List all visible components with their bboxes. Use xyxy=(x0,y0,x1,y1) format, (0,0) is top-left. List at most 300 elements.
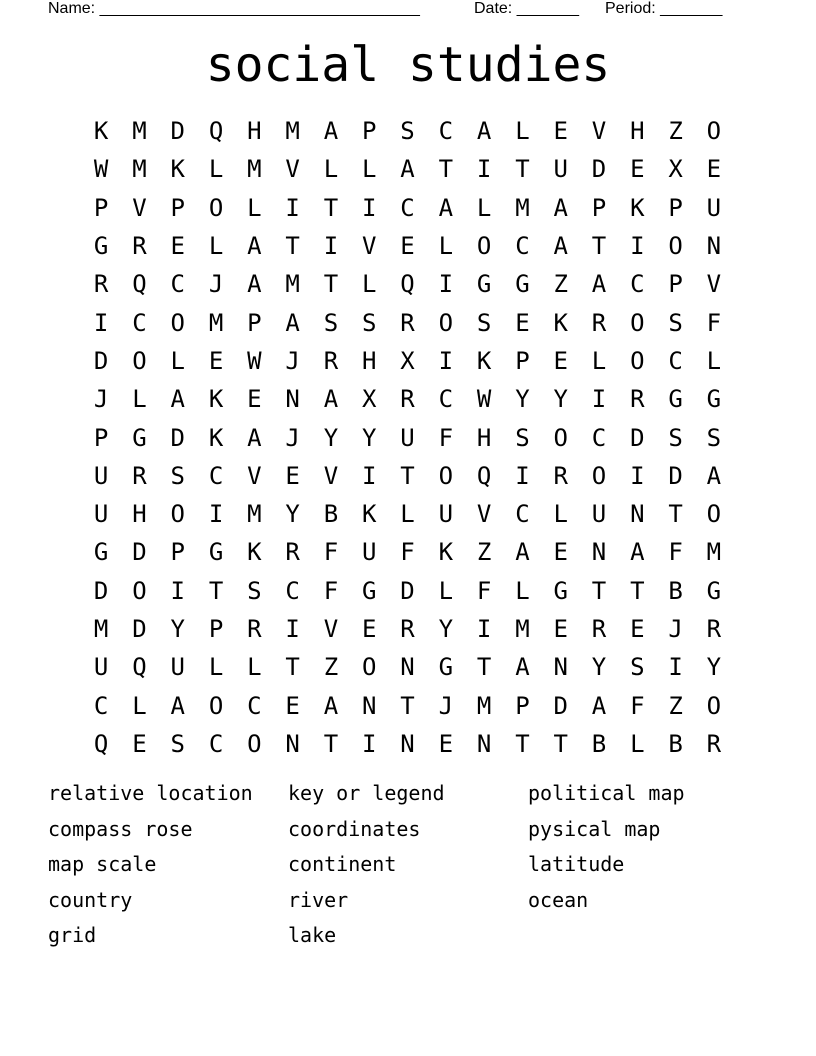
grid-cell: E xyxy=(630,155,645,184)
grid-cell: O xyxy=(170,308,185,337)
grid-cell: A xyxy=(438,193,454,222)
word-list xyxy=(48,776,768,954)
grid-cell: E xyxy=(515,308,530,337)
grid-cell: T xyxy=(476,653,492,682)
grid-cell: L xyxy=(132,691,147,720)
grid-cell: Z xyxy=(553,270,568,299)
grid-cell: I xyxy=(285,615,300,643)
grid-cell: G xyxy=(553,576,568,605)
grid-cell: C xyxy=(208,729,224,758)
grid-cell: Q xyxy=(93,729,109,758)
grid-cell: J xyxy=(285,346,300,375)
grid-cell: S xyxy=(515,423,530,452)
grid-cell: A xyxy=(323,117,339,146)
grid-cell: U xyxy=(438,500,454,529)
grid-cell: U xyxy=(706,193,722,222)
grid-cell: E xyxy=(132,729,147,758)
grid-cell: T xyxy=(323,270,339,299)
grid-cell: R xyxy=(285,538,300,567)
grid-cell: Q xyxy=(132,270,147,299)
grid-cell: A xyxy=(515,653,530,682)
grid-cell: T xyxy=(591,232,607,261)
grid-cell: Y xyxy=(362,423,377,452)
grid-cell: K xyxy=(362,500,377,529)
grid-cell: V xyxy=(362,232,377,261)
grid-cell: L xyxy=(208,155,224,184)
grid-cell: L xyxy=(208,653,224,682)
grid-cell: O xyxy=(630,308,645,337)
grid-cell: N xyxy=(630,500,645,529)
grid-cell: H xyxy=(247,117,262,146)
grid-cell: V xyxy=(706,270,722,299)
grid-cell: T xyxy=(553,729,568,758)
grid-cell: I xyxy=(591,385,607,414)
grid-cell: I xyxy=(515,461,530,490)
grid-cell: Q xyxy=(476,461,492,490)
grid-cell: R xyxy=(93,270,109,299)
grid-cell: H xyxy=(132,500,147,529)
grid-cell: N xyxy=(706,232,722,261)
grid-cell: G xyxy=(476,270,492,299)
grid-cell: Z xyxy=(476,538,492,567)
grid-cell: R xyxy=(132,232,147,261)
grid-cell: U xyxy=(591,500,607,529)
grid-cell: F xyxy=(323,538,339,567)
grid-cell: Z xyxy=(668,691,683,720)
grid-cell: R xyxy=(247,615,262,643)
grid-cell: K xyxy=(476,346,492,375)
grid-cell: U xyxy=(93,500,109,529)
grid-cell: R xyxy=(591,308,607,337)
grid-cell: E xyxy=(553,117,568,146)
word-list-item: country xyxy=(48,887,133,912)
word-list-item: key or legend xyxy=(288,781,445,805)
grid-cell: E xyxy=(170,232,185,261)
grid-cell: R xyxy=(706,615,722,643)
grid-cell: K xyxy=(93,117,109,146)
grid-cell: K xyxy=(247,538,262,567)
grid-cell: V xyxy=(323,461,339,490)
grid-cell: A xyxy=(323,691,339,720)
grid-cell: A xyxy=(591,270,607,299)
grid-cell: H xyxy=(476,423,492,452)
grid-cell: M xyxy=(515,193,530,222)
grid-cell: L xyxy=(208,232,224,261)
grid-cell: I xyxy=(668,653,683,682)
grid-cell: Y xyxy=(553,385,568,414)
grid-cell: M xyxy=(93,615,109,643)
grid-cell: Q xyxy=(132,653,147,682)
grid-cell: E xyxy=(630,615,645,643)
grid-cell: O xyxy=(668,232,683,261)
grid-cell: Y xyxy=(170,615,185,643)
grid-cell: L xyxy=(706,346,722,375)
grid-cell: E xyxy=(553,538,568,567)
word-list-item: compass rose xyxy=(48,816,193,841)
grid-cell: B xyxy=(668,576,683,605)
word-list-item: lake xyxy=(288,923,337,947)
grid-cell: B xyxy=(591,729,607,758)
word-list-item: map scale xyxy=(48,852,157,876)
grid-cell: S xyxy=(668,423,683,452)
grid-cell: R xyxy=(132,461,147,490)
grid-cell: A xyxy=(247,232,262,261)
grid-cell: P xyxy=(668,193,683,222)
grid-cell: N xyxy=(553,653,568,682)
grid-cell: Q xyxy=(400,270,415,299)
grid-cell: T xyxy=(323,729,339,758)
grid-cell: R xyxy=(630,385,645,414)
grid-cell: O xyxy=(132,576,147,605)
grid-cell: I xyxy=(630,232,645,261)
grid-cell: G xyxy=(515,270,530,299)
grid-cell: L xyxy=(247,653,262,682)
grid-cell: J xyxy=(208,270,224,299)
grid-cell: R xyxy=(400,308,415,337)
grid-cell: O xyxy=(438,461,454,490)
grid-cell: K xyxy=(553,308,568,337)
grid-cell: J xyxy=(285,423,300,452)
grid-cell: G xyxy=(132,423,147,452)
grid-cell: S xyxy=(170,729,185,758)
grid-cell: R xyxy=(553,461,568,490)
grid-cell: M xyxy=(706,538,722,567)
grid-cell: L xyxy=(515,576,530,605)
grid-cell: T xyxy=(591,576,607,605)
grid-cell: L xyxy=(132,385,147,414)
grid-cell: P xyxy=(93,193,109,222)
grid-cell: T xyxy=(285,653,300,682)
grid-cell: O xyxy=(553,423,568,452)
grid-cell: I xyxy=(362,193,377,222)
grid-cell: T xyxy=(668,500,683,529)
grid-cell: P xyxy=(247,308,262,337)
grid-cell: N xyxy=(285,385,300,414)
grid-cell: A xyxy=(476,117,492,146)
grid-cell: G xyxy=(668,385,683,414)
grid-cell: M xyxy=(285,117,300,146)
grid-cell: L xyxy=(438,232,454,261)
grid-cell: Q xyxy=(208,117,224,146)
grid-cell: C xyxy=(668,346,683,375)
grid-cell: T xyxy=(438,155,454,184)
grid-cell: E xyxy=(362,615,377,643)
grid-cell: U xyxy=(170,653,185,682)
grid-cell: A xyxy=(630,538,645,567)
grid-cell: K xyxy=(438,538,454,567)
grid-cell: L xyxy=(362,155,377,184)
grid-cell: F xyxy=(323,576,339,605)
grid-cell: H xyxy=(362,346,377,375)
grid-cell: O xyxy=(170,500,185,529)
grid-cell: K xyxy=(208,385,224,414)
grid-cell: U xyxy=(553,155,568,184)
grid-cell: T xyxy=(515,155,530,184)
grid-cell: P xyxy=(668,270,683,299)
grid-cell: T xyxy=(208,576,224,605)
grid-cell: V xyxy=(323,615,339,643)
grid-cell: N xyxy=(591,538,607,567)
grid-cell: R xyxy=(706,729,722,758)
grid-cell: O xyxy=(630,346,645,375)
grid-cell: A xyxy=(170,691,185,720)
grid-cell: M xyxy=(247,155,262,184)
grid-cell: K xyxy=(630,193,645,222)
grid-cell: D xyxy=(170,117,185,146)
grid-cell: V xyxy=(285,155,300,184)
grid-cell: V xyxy=(591,117,607,146)
grid-cell: J xyxy=(93,385,109,414)
grid-cell: D xyxy=(630,423,645,452)
grid-cell: S xyxy=(476,308,492,337)
grid-cell: R xyxy=(591,615,607,643)
grid-cell: L xyxy=(362,270,377,299)
grid-cell: F xyxy=(476,576,492,605)
grid-cell: B xyxy=(323,500,339,529)
grid-cell: O xyxy=(706,117,722,146)
word-list-item: latitude xyxy=(528,852,625,876)
grid-cell: E xyxy=(285,461,300,490)
grid-cell: Z xyxy=(323,653,339,682)
grid-cell: C xyxy=(591,423,607,452)
grid-cell: F xyxy=(668,538,683,567)
grid-cell: E xyxy=(247,385,262,414)
grid-cell: L xyxy=(476,193,492,222)
grid-cell: C xyxy=(247,691,262,720)
grid-cell: P xyxy=(515,691,530,720)
grid-cell: O xyxy=(208,193,224,222)
grid-cell: C xyxy=(438,117,454,146)
date-field: Date: _______ xyxy=(474,0,579,17)
grid-cell: D xyxy=(93,576,109,605)
grid-cell: K xyxy=(170,155,185,184)
grid-cell: L xyxy=(247,193,262,222)
grid-cell: T xyxy=(630,576,645,605)
grid-cell: D xyxy=(591,155,607,184)
grid-cell: A xyxy=(553,193,568,222)
grid-cell: Z xyxy=(668,117,683,146)
grid-cell: L xyxy=(591,346,607,375)
grid-cell: C xyxy=(170,270,185,299)
grid-cell: A xyxy=(591,691,607,720)
grid-cell: S xyxy=(247,576,262,605)
grid-cell: M xyxy=(208,308,224,337)
grid-cell: L xyxy=(515,117,530,146)
grid-cell: I xyxy=(362,461,377,490)
grid-cell: I xyxy=(438,270,454,299)
grid-cell: S xyxy=(630,653,645,682)
grid-cell: O xyxy=(132,346,147,375)
grid-cell: A xyxy=(706,461,722,490)
word-list-item: grid xyxy=(48,923,97,947)
grid-cell: I xyxy=(323,232,339,261)
grid-cell: C xyxy=(438,385,454,414)
grid-cell: G xyxy=(706,576,722,605)
grid-cell: C xyxy=(208,461,224,490)
grid-cell: N xyxy=(285,729,300,758)
grid-cell: T xyxy=(400,691,415,720)
grid-cell: L xyxy=(323,155,339,184)
grid-cell: P xyxy=(170,193,185,222)
grid-cell: S xyxy=(170,461,185,490)
grid-cell: O xyxy=(208,691,224,720)
grid-cell: M xyxy=(132,155,147,184)
grid-cell: A xyxy=(170,385,185,414)
grid-cell: I xyxy=(362,729,377,758)
grid-cell: T xyxy=(515,729,530,758)
grid-cell: J xyxy=(438,691,454,720)
grid-cell: L xyxy=(553,500,568,529)
grid-cell: F xyxy=(706,308,722,337)
grid-cell: I xyxy=(93,308,109,337)
grid-cell: V xyxy=(247,461,262,490)
grid-cell: D xyxy=(132,538,147,567)
grid-cell: G xyxy=(362,576,377,605)
grid-cell: E xyxy=(285,691,300,720)
grid-cell: E xyxy=(706,155,722,184)
word-list-item: river xyxy=(288,887,349,912)
grid-cell: R xyxy=(400,385,415,414)
grid-cell: O xyxy=(706,500,722,529)
grid-cell: G xyxy=(438,653,454,682)
grid-cell: D xyxy=(132,615,147,643)
grid-cell: C xyxy=(93,691,109,720)
grid-cell: P xyxy=(170,538,185,567)
word-list-item: political map xyxy=(528,781,685,805)
grid-cell: X xyxy=(362,385,377,414)
grid-cell: S xyxy=(706,423,722,452)
grid-cell: F xyxy=(630,691,645,720)
grid-cell: U xyxy=(362,538,377,567)
grid-cell: P xyxy=(591,193,607,222)
grid-cell: G xyxy=(706,385,722,414)
grid-cell: G xyxy=(208,538,224,567)
grid-cell: L xyxy=(400,500,415,529)
word-list-item: coordinates xyxy=(288,816,421,841)
grid-cell: V xyxy=(132,193,147,222)
page-title: social studies xyxy=(205,37,611,93)
grid-cell: C xyxy=(285,576,300,605)
word-list-item: pysical map xyxy=(528,816,661,841)
grid-cell: X xyxy=(668,155,683,184)
grid-cell: B xyxy=(668,729,683,758)
grid-cell: P xyxy=(362,117,377,146)
grid-cell: S xyxy=(668,308,683,337)
period-field: Period: _______ xyxy=(605,0,723,17)
grid-cell: T xyxy=(285,232,300,261)
grid-cell: L xyxy=(170,346,185,375)
grid-cell: W xyxy=(476,385,492,414)
grid-cell: W xyxy=(93,155,109,184)
grid-cell: O xyxy=(438,308,454,337)
grid-cell: M xyxy=(285,270,300,299)
grid-cell: P xyxy=(515,346,530,375)
grid-cell: U xyxy=(400,423,415,452)
grid-cell: L xyxy=(630,729,645,758)
grid-cell: D xyxy=(93,346,109,375)
grid-cell: U xyxy=(93,461,109,490)
grid-cell: G xyxy=(93,538,109,567)
grid-cell: Y xyxy=(706,653,722,682)
grid-cell: I xyxy=(630,461,645,490)
grid-cell: I xyxy=(170,576,185,605)
grid-cell: N xyxy=(476,729,492,758)
grid-cell: V xyxy=(476,500,492,529)
grid-cell: J xyxy=(668,615,683,643)
grid-cell: D xyxy=(668,461,683,490)
grid-cell: Y xyxy=(285,500,300,529)
grid-cell: N xyxy=(362,691,377,720)
name-field: Name: ____________________________________ xyxy=(48,0,420,17)
grid-cell: E xyxy=(400,232,415,261)
grid-cell: O xyxy=(591,461,607,490)
grid-cell: T xyxy=(323,193,339,222)
grid-cell: E xyxy=(553,346,568,375)
grid-cell: M xyxy=(132,117,147,146)
grid-cell: K xyxy=(208,423,224,452)
grid-cell: D xyxy=(400,576,415,605)
grid-cell: I xyxy=(476,155,492,184)
grid-cell: Y xyxy=(591,653,607,682)
grid-cell: C xyxy=(400,193,415,222)
grid-cell: I xyxy=(438,346,454,375)
grid-cell: A xyxy=(285,308,300,337)
grid-cell: Y xyxy=(515,385,530,414)
grid-cell: M xyxy=(515,615,530,643)
grid-cell: O xyxy=(476,232,492,261)
grid-cell: P xyxy=(208,615,224,643)
grid-cell: G xyxy=(93,232,109,261)
grid-cell: D xyxy=(170,423,185,452)
grid-cell: M xyxy=(476,691,492,720)
grid-cell: N xyxy=(400,653,415,682)
grid-cell: I xyxy=(476,615,492,643)
grid-cell: I xyxy=(208,500,224,529)
grid-cell: C xyxy=(630,270,645,299)
grid-cell: A xyxy=(515,538,530,567)
grid-cell: R xyxy=(323,346,339,375)
grid-cell: H xyxy=(630,117,645,146)
grid-cell: I xyxy=(285,193,300,222)
grid-cell: A xyxy=(553,232,568,261)
grid-cell: X xyxy=(400,346,415,375)
grid-cell: L xyxy=(438,576,454,605)
grid-cell: P xyxy=(93,423,109,452)
grid-cell: E xyxy=(438,729,454,758)
grid-cell: F xyxy=(400,538,415,567)
grid-cell: S xyxy=(400,117,415,146)
grid-cell: O xyxy=(706,691,722,720)
grid-cell: S xyxy=(323,308,339,337)
grid-cell: A xyxy=(247,423,262,452)
grid-cell: E xyxy=(553,615,568,643)
word-list-item: ocean xyxy=(528,887,589,912)
grid-cell: C xyxy=(132,308,147,337)
word-list-item: relative location xyxy=(48,781,253,805)
grid-cell: O xyxy=(362,653,377,682)
grid-cell: C xyxy=(515,232,530,261)
grid-cell: A xyxy=(247,270,262,299)
grid-cell: A xyxy=(400,155,415,184)
word-search-grid xyxy=(82,112,733,763)
grid-cell: R xyxy=(400,615,415,643)
grid-cell: S xyxy=(362,308,377,337)
word-list-item: continent xyxy=(288,852,397,876)
grid-cell: Y xyxy=(323,423,339,452)
grid-cell: F xyxy=(438,423,454,452)
grid-cell: M xyxy=(247,500,262,529)
grid-cell: O xyxy=(247,729,262,758)
